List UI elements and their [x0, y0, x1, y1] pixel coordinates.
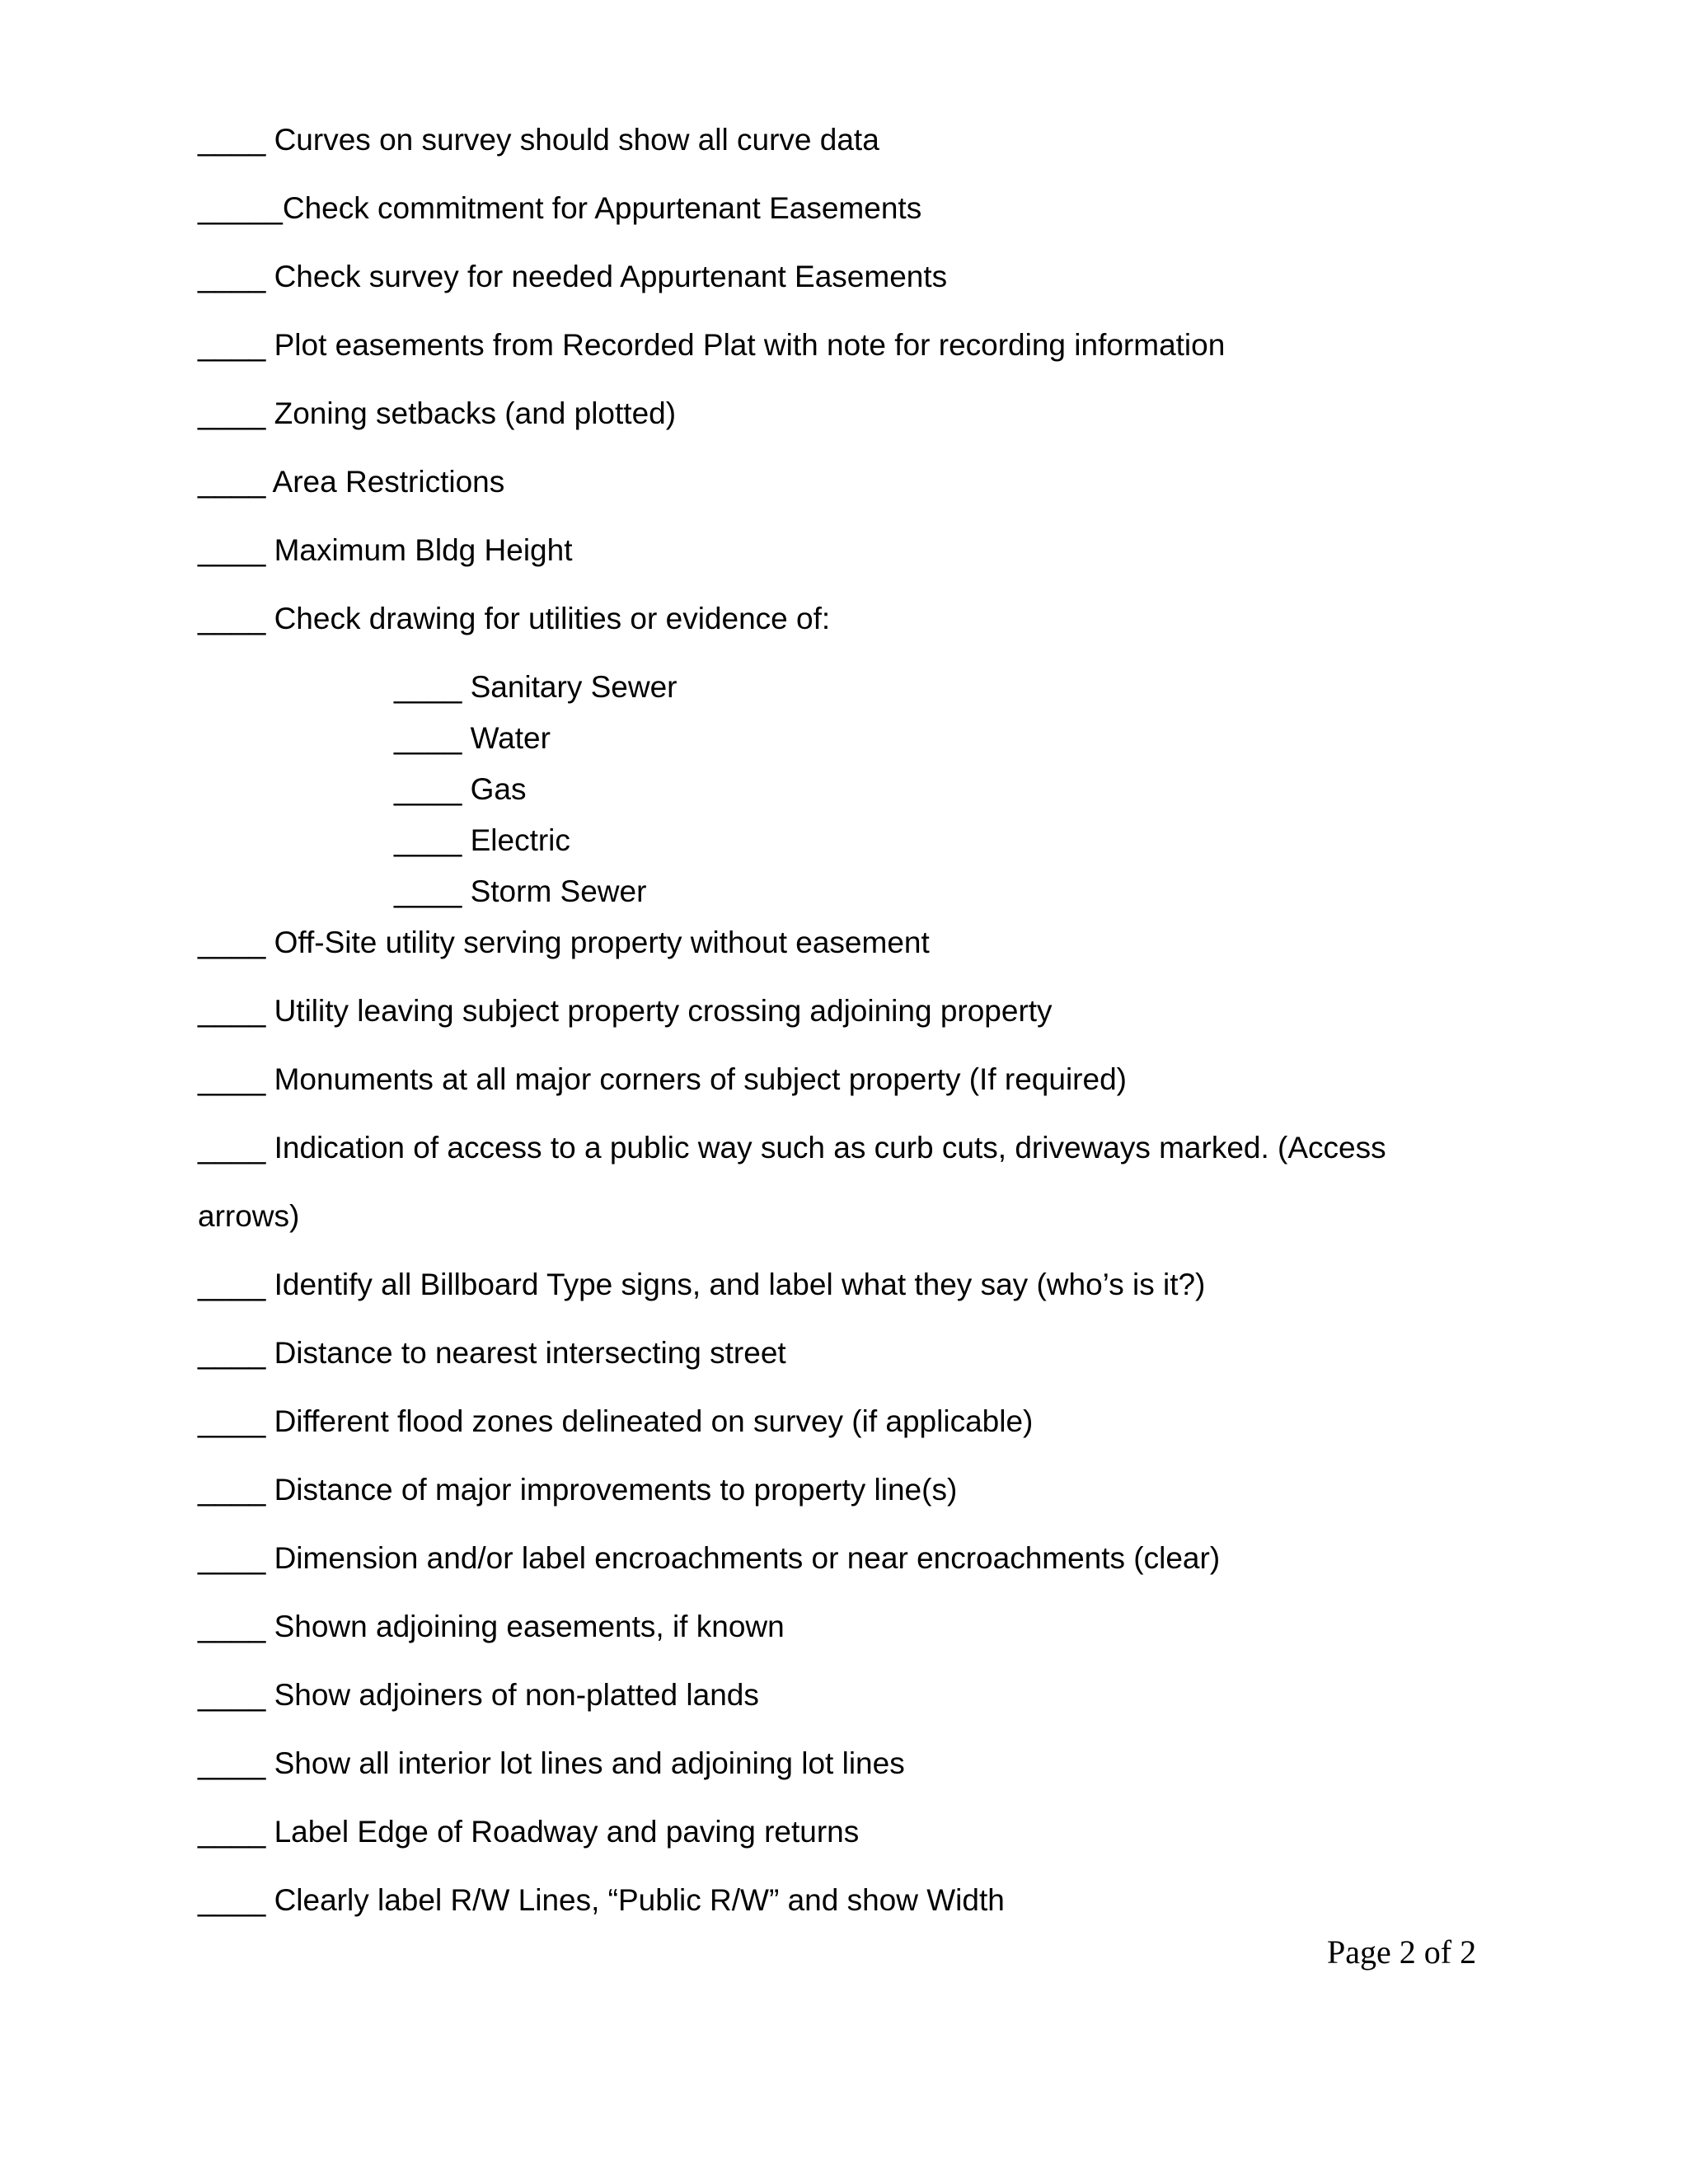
checklist-item-rw-lines: ____ Clearly label R/W Lines, “Public R/W” and show Width	[198, 1883, 1005, 1917]
checklist-item-survey-easements: ____ Check survey for needed Appurtenant Easements	[198, 260, 948, 293]
checklist-subitem-water: ____ Water	[394, 721, 551, 755]
checklist-item-non-platted-adjoiners: ____ Show adjoiners of non-platted lands	[198, 1678, 759, 1712]
page-number: Page 2 of 2	[1327, 1933, 1477, 1971]
checklist-subitem-electric: ____ Electric	[394, 823, 570, 857]
checklist-item-lot-lines: ____ Show all interior lot lines and adjoining lot lines	[198, 1746, 905, 1780]
checklist-item-area-restrictions: ____ Area Restrictions	[198, 465, 505, 499]
checklist-item-flood-zones: ____ Different flood zones delineated on survey (if applicable)	[198, 1404, 1034, 1438]
checklist-subitem-storm-sewer: ____ Storm Sewer	[394, 874, 647, 908]
checklist-item-plot-easements: ____ Plot easements from Recorded Plat with note for recording information	[198, 328, 1226, 362]
checklist-item-monuments: ____ Monuments at all major corners of subject property (If required)	[198, 1062, 1127, 1096]
checklist-item-public-access: ____ Indication of access to a public way such as curb cuts, driveways marked. (Access	[198, 1131, 1386, 1165]
checklist-item-zoning-setbacks: ____ Zoning setbacks (and plotted)	[198, 396, 677, 430]
checklist-subitem-sanitary-sewer: ____ Sanitary Sewer	[394, 670, 678, 704]
checklist-item-offsite-utility: ____ Off-Site utility serving property without easement	[198, 926, 930, 959]
checklist-item-edge-of-roadway: ____ Label Edge of Roadway and paving returns	[198, 1815, 860, 1849]
checklist-item-improvement-distance: ____ Distance of major improvements to property line(s)	[198, 1473, 958, 1507]
checklist-item-max-bldg-height: ____ Maximum Bldg Height	[198, 533, 573, 567]
checklist-item-encroachments: ____ Dimension and/or label encroachments or near encroachments (clear)	[198, 1541, 1221, 1575]
checklist-subitem-gas: ____ Gas	[394, 772, 527, 806]
checklist-item-utility-crossing: ____ Utility leaving subject property crossing adjoining property	[198, 994, 1053, 1028]
checklist-item-billboard-signs: ____ Identify all Billboard Type signs, and label what they say (who’s is it?)	[198, 1268, 1206, 1301]
checklist-item-curve-data: ____ Curves on survey should show all curve data	[198, 123, 879, 157]
checklist-item-adjoining-easements: ____ Shown adjoining easements, if known	[198, 1610, 785, 1643]
checklist-item-check-utilities: ____ Check drawing for utilities or evidence of:	[198, 602, 831, 635]
checklist-item-commitment-easements: _____Check commitment for Appurtenant Easements	[198, 191, 922, 225]
checklist-item-public-access-continued: arrows)	[198, 1199, 300, 1233]
checklist-item-nearest-street: ____ Distance to nearest intersecting street	[198, 1336, 786, 1370]
